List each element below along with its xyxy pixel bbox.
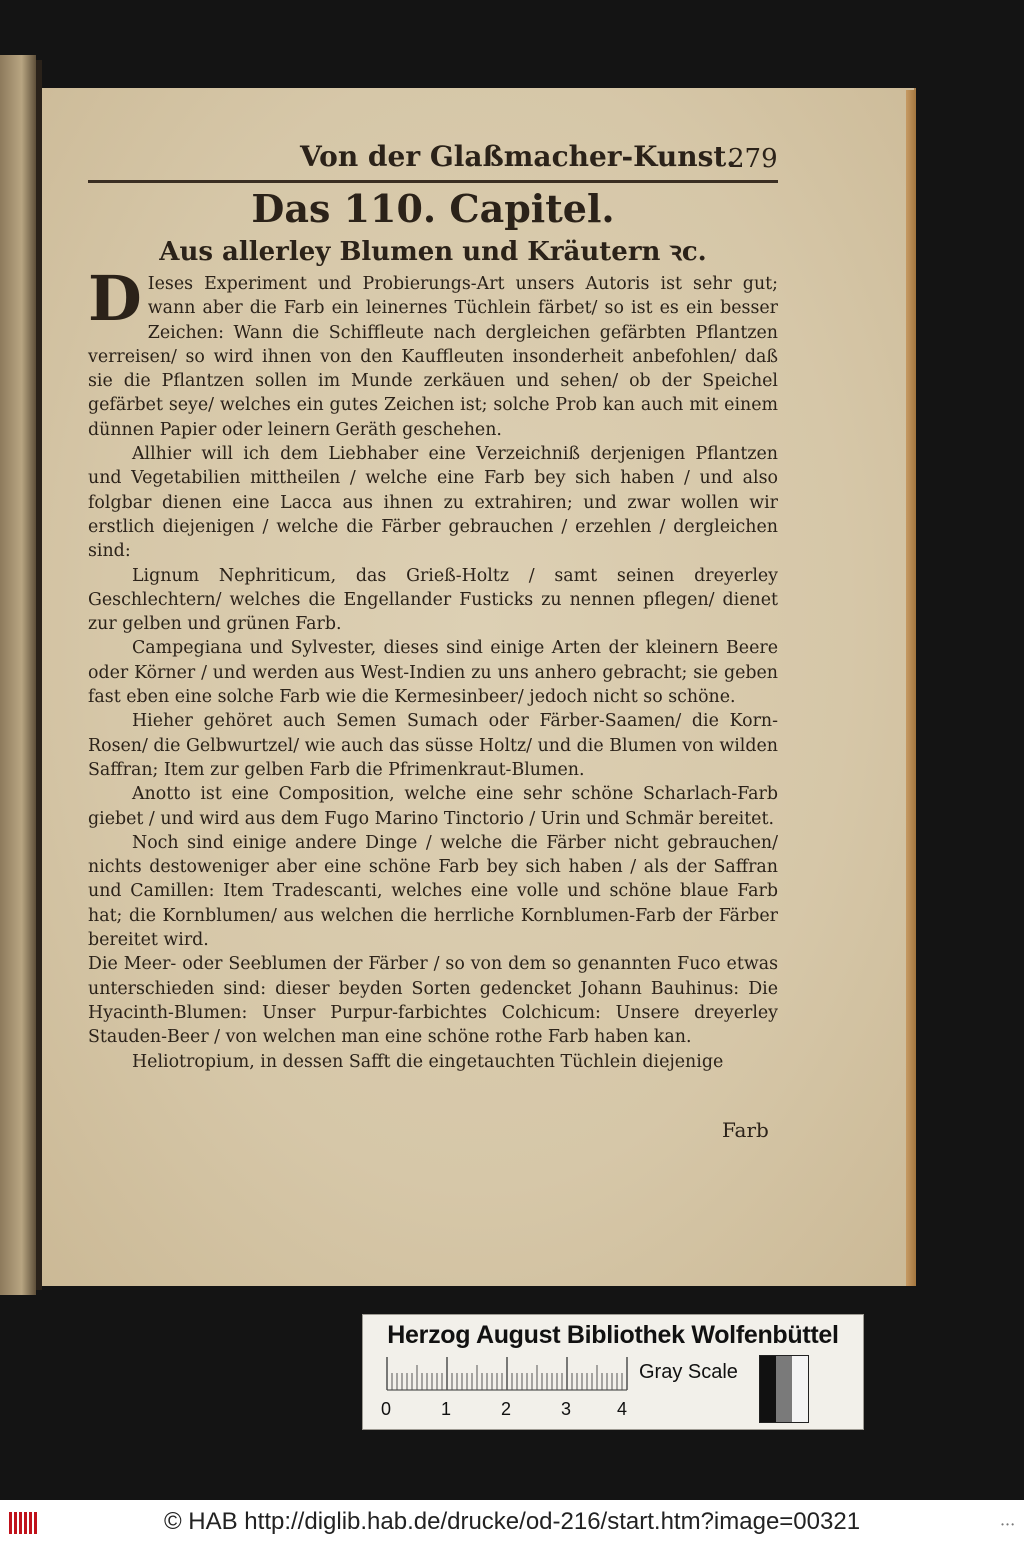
paragraph: Campegiana und Sylvester, dieses sind einige Arten der kleinern Beere oder Körner / und werden aus West-Indien zu uns anhero gebracht; sie geben fast eben eine solche Farb wie die Kermesinbeer/ jedoch nicht so schöne. — [88, 638, 778, 708]
facing-page-edge — [0, 55, 36, 1295]
catchword: Farb — [722, 1118, 769, 1142]
gray-swatch-light — [792, 1356, 808, 1422]
scale-number: 4 — [617, 1399, 628, 1419]
chapter-subtitle: Aus allerley Blumen und Kräutern ꝛc. — [159, 237, 707, 267]
gray-scale-label: Gray Scale — [639, 1361, 738, 1383]
page-edge — [906, 90, 916, 1286]
paragraph: Noch sind einige andere Dinge / welche die Färber nicht gebrauchen/ nichts destoweniger aber eine schöne Farb bey sich haben / als der Saffran und Camillen: Item Tradescanti, welches eine volle und schöne blaue Farb hat; die Kornblumen/ aus welchen die herrliche Kornblumen-Farb der Färber bereitet wird. — [88, 832, 778, 951]
ruler-scale — [383, 1355, 631, 1391]
library-name: Herzog August Bibliothek Wolfenbüttel — [387, 1321, 839, 1349]
scale-number: 0 — [381, 1399, 392, 1419]
paragraph: Die Meer- oder Seeblumen der Färber / so von dem so genannten Fuco etwas unterschieden sind: dieser beyden Sorten gedencket Johann Bauhinus: Die Hyacinth-Blumen: Unser Purpur-farbichtes Colchicum: Unsere dreyerley Stauden-Beer / von welchen man eine schöne rothe Farb haben kan. — [88, 954, 778, 1048]
color-calibration-card — [362, 1314, 864, 1430]
scale-number: 3 — [561, 1399, 572, 1419]
gray-scale-swatches — [759, 1355, 809, 1423]
gray-swatch-dark — [760, 1356, 776, 1422]
paragraph: Hieher gehöret auch Semen Sumach oder Färber-Saamen/ die Korn-Rosen/ die Gelbwurtzel/ wie auch das süsse Holtz/ und die Blumen von wilden Saffran; Item zur gelben Farb die Pfrimenkraut-Blumen. — [88, 711, 778, 780]
dots-icon: • • • — [1001, 1520, 1014, 1529]
paragraph: Anotto ist eine Composition, welche eine sehr schöne Scharlach-Farb giebet / und wird aus dem Fugo Marino Tinctorio / Urin und Schmär bereitet. — [88, 784, 778, 829]
gray-swatch-mid — [776, 1356, 792, 1422]
running-head: Von der Glaßmacher-Kunst. — [300, 140, 737, 173]
chapter-title: Das 110. Capitel. — [251, 186, 615, 231]
copyright-url[interactable]: © HAB http://diglib.hab.de/drucke/od-216/start.htm?image=00321 — [163, 1508, 861, 1535]
drop-cap: D — [88, 262, 142, 335]
paragraph: D Ieses Experiment und Probierungs-Art unsers Autoris ist sehr gut; wann aber die Farb ein leinernes Tüchlein färbet/ so ist es ein besser Zeichen: Wann die Schiffleute nach dergleichen gefärbten Pflantzen verreisen/ so wird ihnen von den Kauffleuten insonderheit anbefohlen/ daß sie die Pflantzen sollen im Munde zerkäuen und sehen/ ob der Speichel gefärbet seye/ welches ein gutes Zeichen ist; solche Prob kan auch mit einem dünnen Papier oder leinern Geräth geschehen. — [88, 262, 778, 440]
scale-number: 1 — [441, 1399, 452, 1419]
body-text — [88, 262, 778, 1074]
footer-bar — [0, 1500, 1024, 1544]
paragraph: Heliotropium, in dessen Safft die eingetauchten Tüchlein diejenige — [132, 1051, 724, 1072]
page-number: 279 — [728, 144, 778, 174]
paragraph: Allhier will ich dem Liebhaber eine Verzeichniß derjenigen Pflantzen und Vegetabilien mittheilen / welche eine Farb bey sich haben / und also folgbar dienen eine Lacca aus ihnen zu extrahiren; und zwar wollen wir erstlich diejenigen / welche die Färber gebrauchen / erzehlen / dergleichen sind: — [88, 444, 778, 562]
scale-number: 2 — [501, 1399, 512, 1419]
paragraph: Lignum Nephriticum, das Grieß-Holtz / samt seinen dreyerley Geschlechtern/ welches die Engellander Fusticks zu nennen pflegen/ dienet zur gelben und grünen Farb. — [88, 565, 778, 635]
header-rule — [88, 180, 778, 183]
